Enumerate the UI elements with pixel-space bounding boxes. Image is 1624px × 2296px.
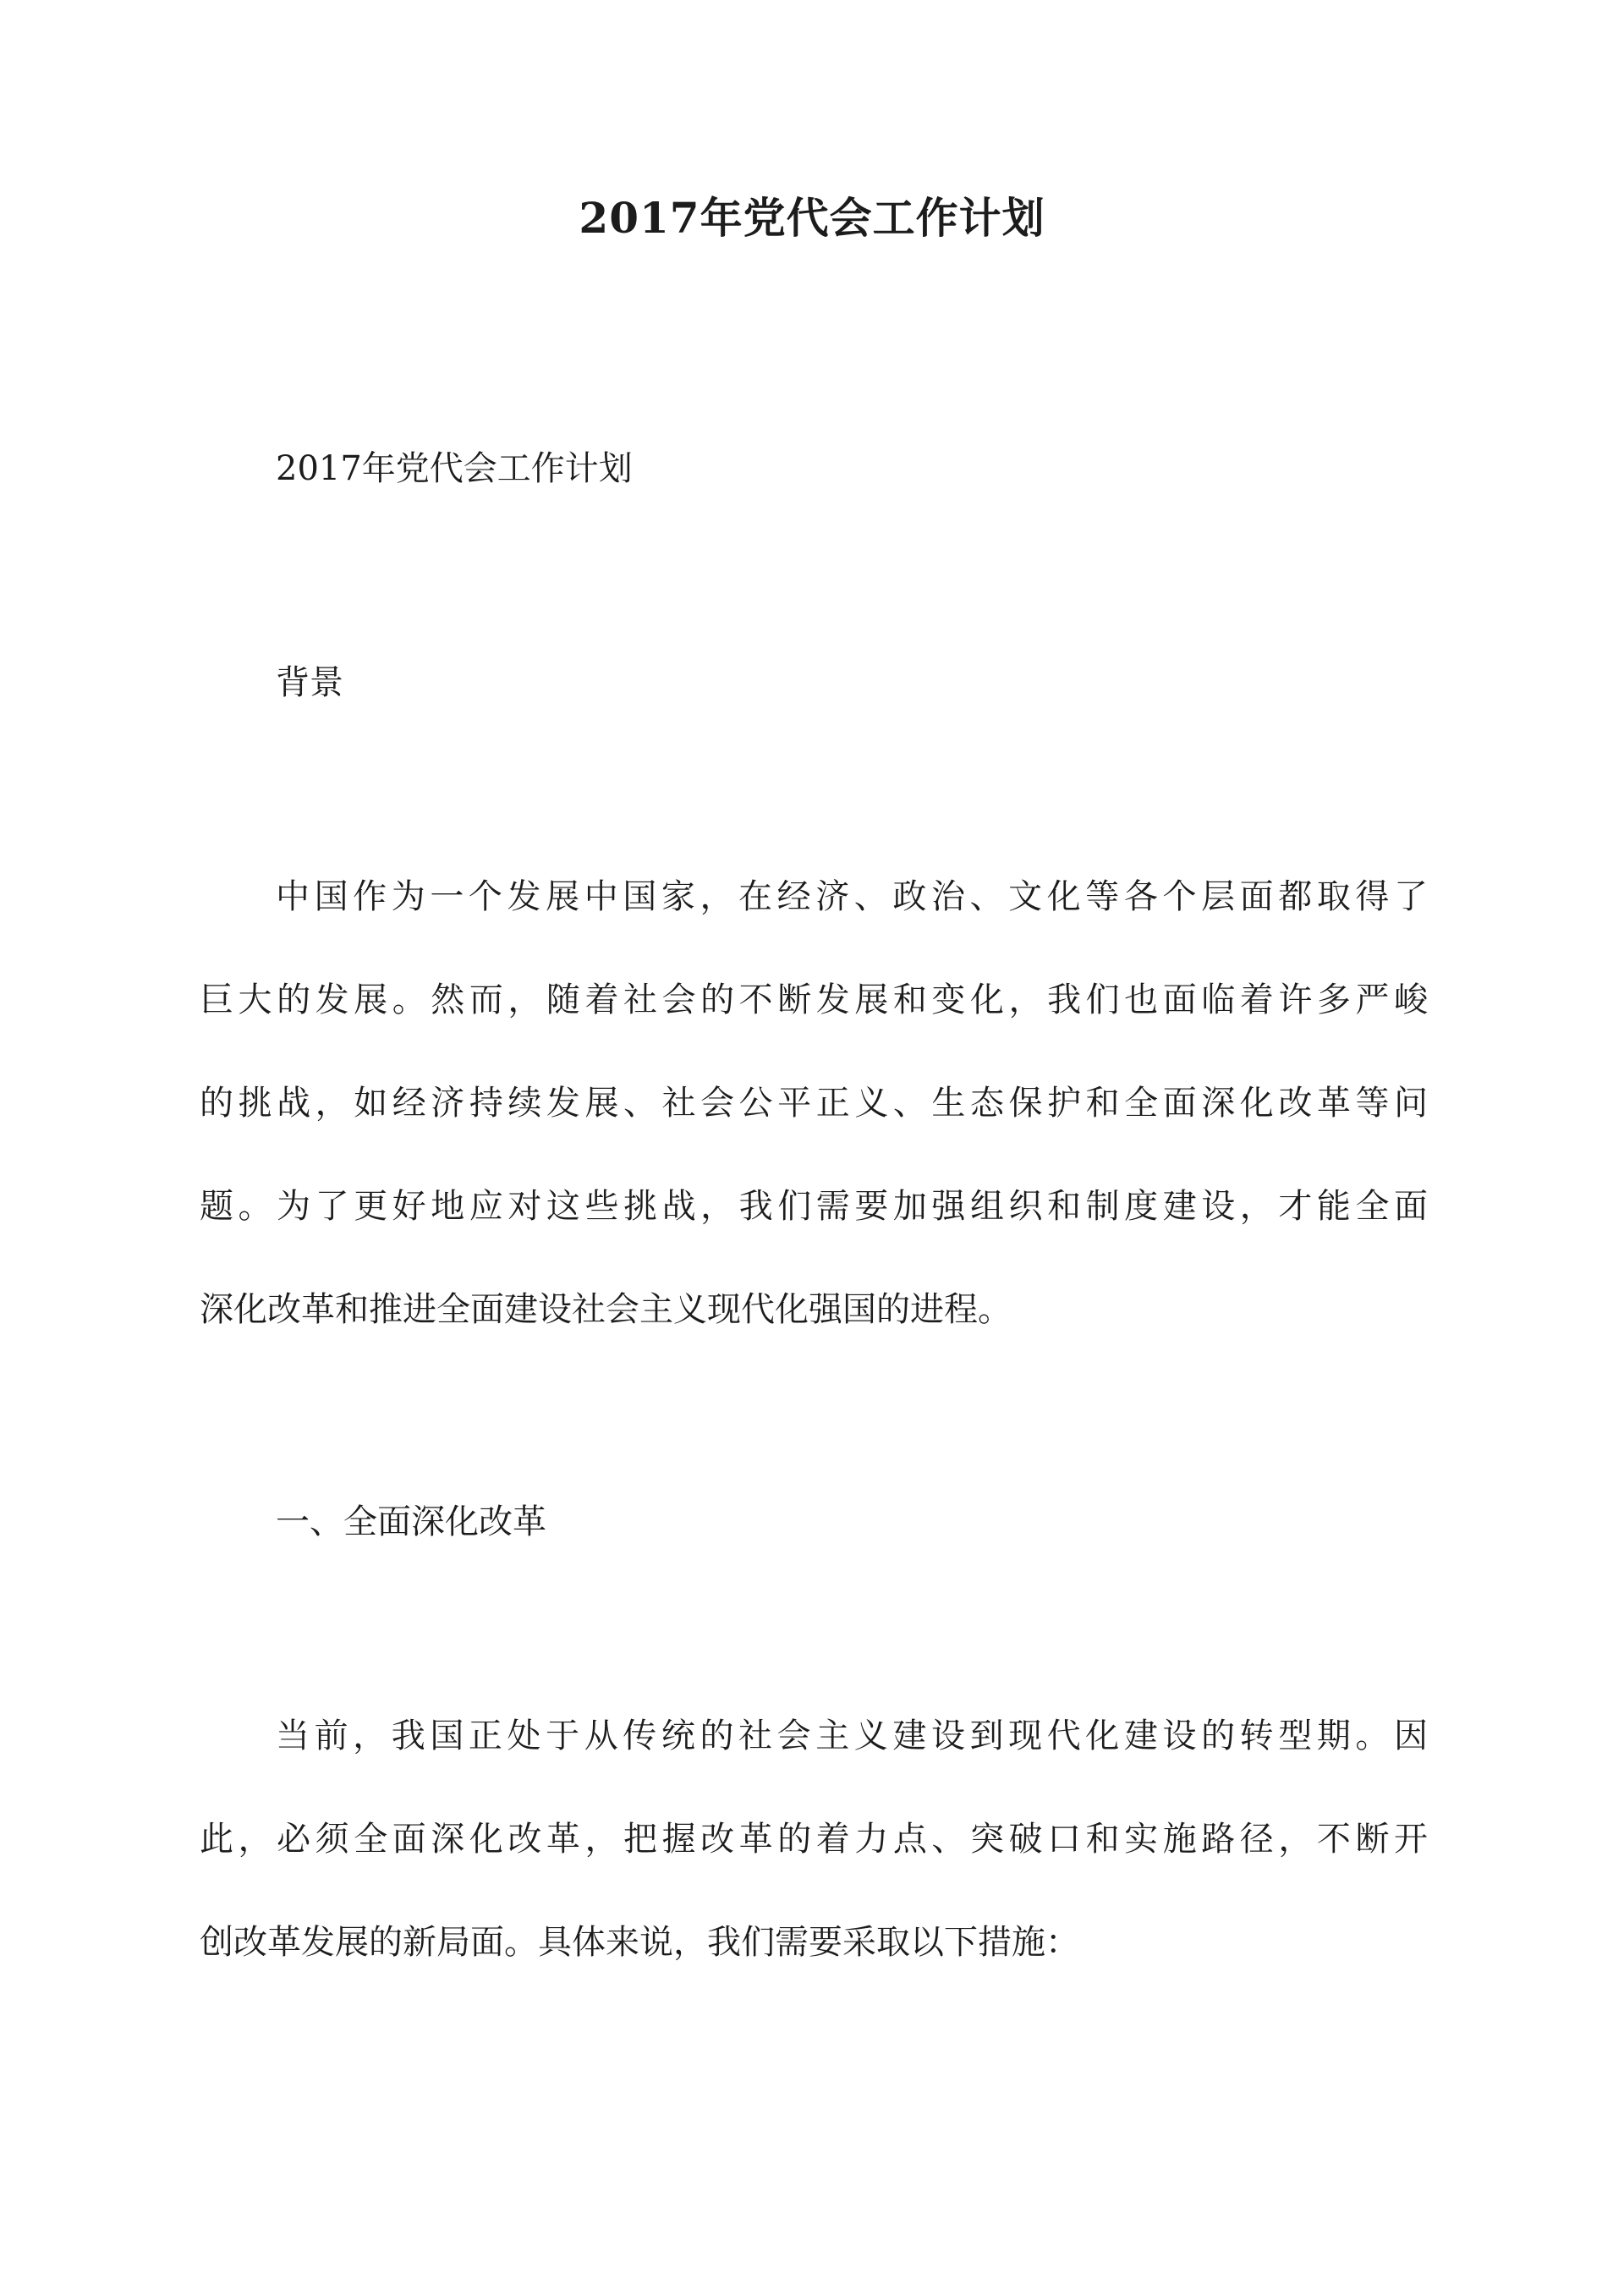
paragraph-line: 当前，我国正处于从传统的社会主义建设到现代化建设的转型期。因 [276,1717,1428,1755]
section-heading-reform: 一、全面深化改革 [276,1502,546,1541]
paragraph-line: 深化改革和推进全面建设社会主义现代化强国的进程。 [200,1290,1012,1329]
paragraph-line: 创改革发展的新局面。具体来说，我们需要采取以下措施： [200,1923,1079,1962]
paragraph-line: 题。为了更好地应对这些挑战，我们需要加强组织和制度建设，才能全面 [200,1187,1428,1226]
paragraph-line: 中国作为一个发展中国家，在经济、政治、文化等各个层面都取得了 [276,877,1428,916]
paragraph-line: 的挑战，如经济持续发展、社会公平正义、生态保护和全面深化改革等问 [200,1084,1428,1123]
paragraph-line: 巨大的发展。然而，随着社会的不断发展和变化，我们也面临着许多严峻 [200,980,1428,1019]
document-subtitle: 2017年党代会工作计划 [276,449,633,488]
page-title: 2017年党代会工作计划 [579,193,1045,243]
paragraph-line: 此，必须全面深化改革，把握改革的着力点、突破口和实施路径，不断开 [200,1820,1428,1859]
section-heading-background: 背景 [276,663,343,702]
